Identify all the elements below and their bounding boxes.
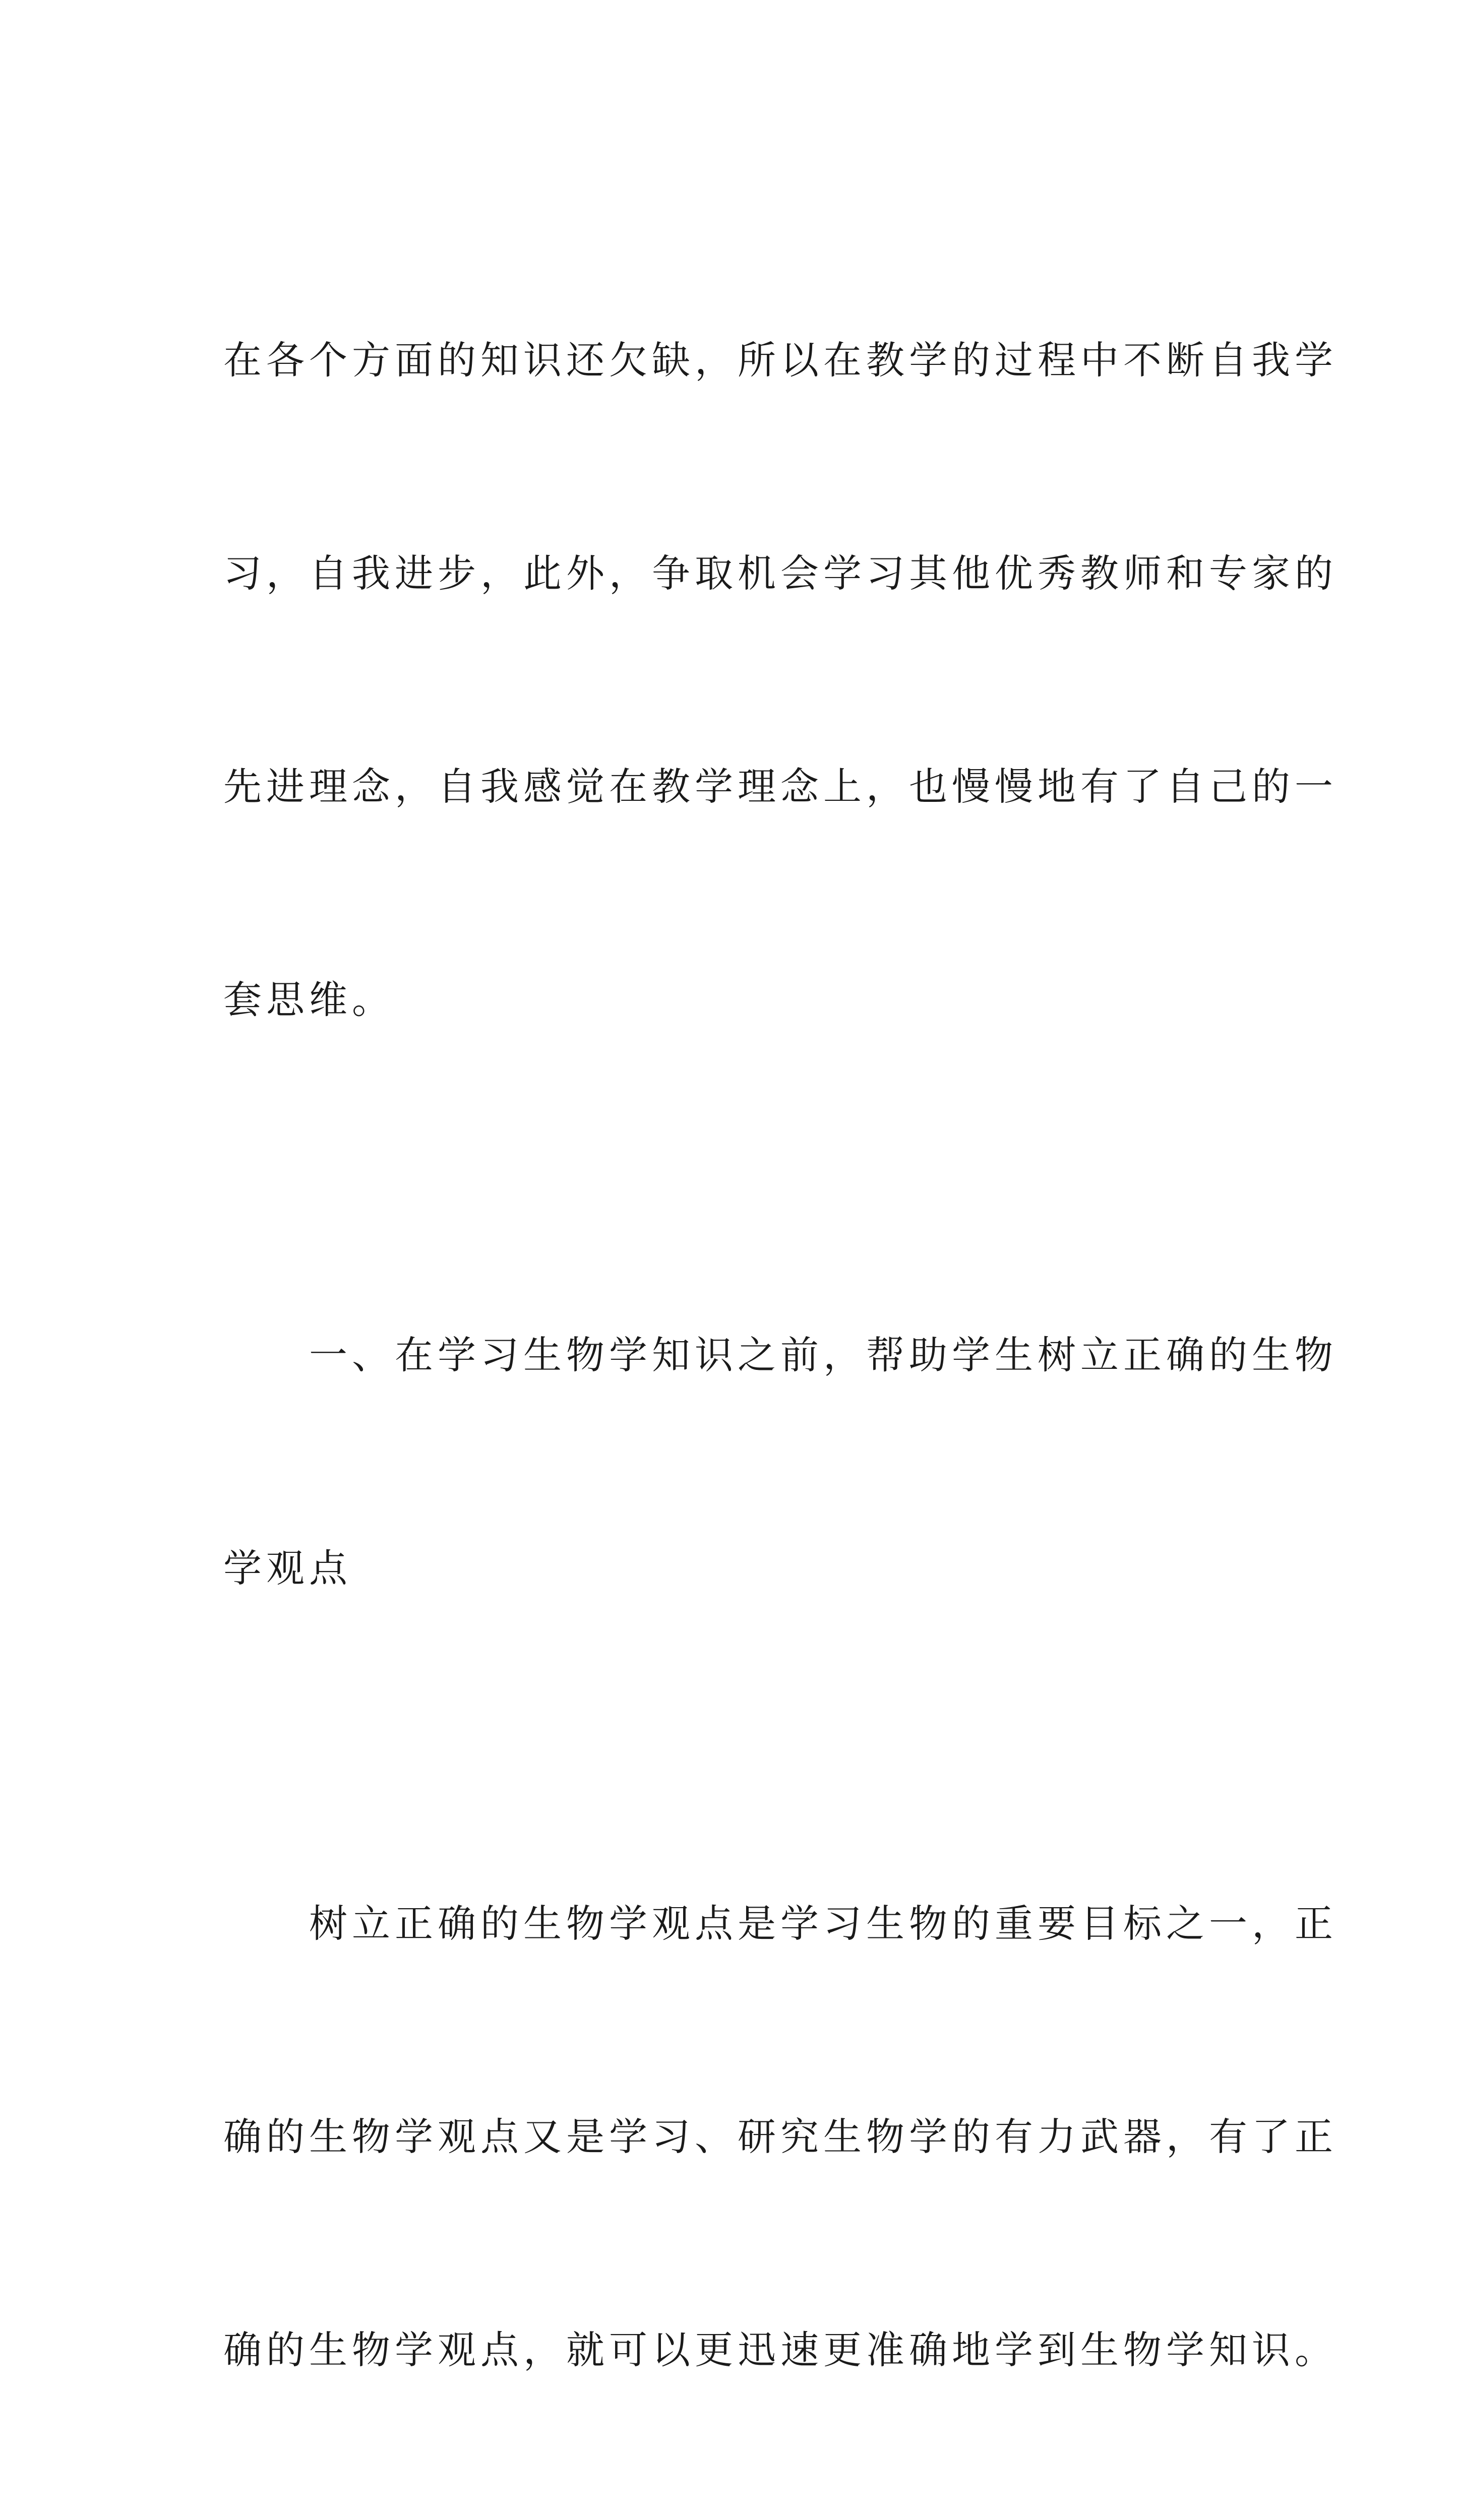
text-line: 先进理念，自我感觉在教学理念上，也慢慢地有了自己的一 xyxy=(223,764,1338,809)
document-body xyxy=(223,182,1338,2520)
paragraph xyxy=(223,1746,1338,2520)
section-heading-1 xyxy=(223,1177,1338,1746)
text-line: 套思维。 xyxy=(223,977,395,1022)
heading-line: 一、在学习生物学知识之前，帮助学生树立正确的生物 xyxy=(309,1333,1338,1377)
text-line: 确的生物学观点，就可以更迅速更准确地学到生物学知识。 xyxy=(223,2327,1338,2372)
text-line: 习，自我进步，此外，争取机会学习其他优秀教师和专家的 xyxy=(223,551,1338,596)
paragraph-continuation xyxy=(223,182,1338,1177)
text-line: 在各个方面的知识还欠缺，所以在教学的过程中不断自我学 xyxy=(223,338,1338,383)
text-line: 确的生物学观点又是学习、研究生物学的有力武器，有了正 xyxy=(223,2114,1338,2159)
heading-line: 学观点 xyxy=(223,1546,352,1591)
text-line: 树立正确的生物学观点是学习生物的重要目标之一，正 xyxy=(309,1901,1338,1946)
